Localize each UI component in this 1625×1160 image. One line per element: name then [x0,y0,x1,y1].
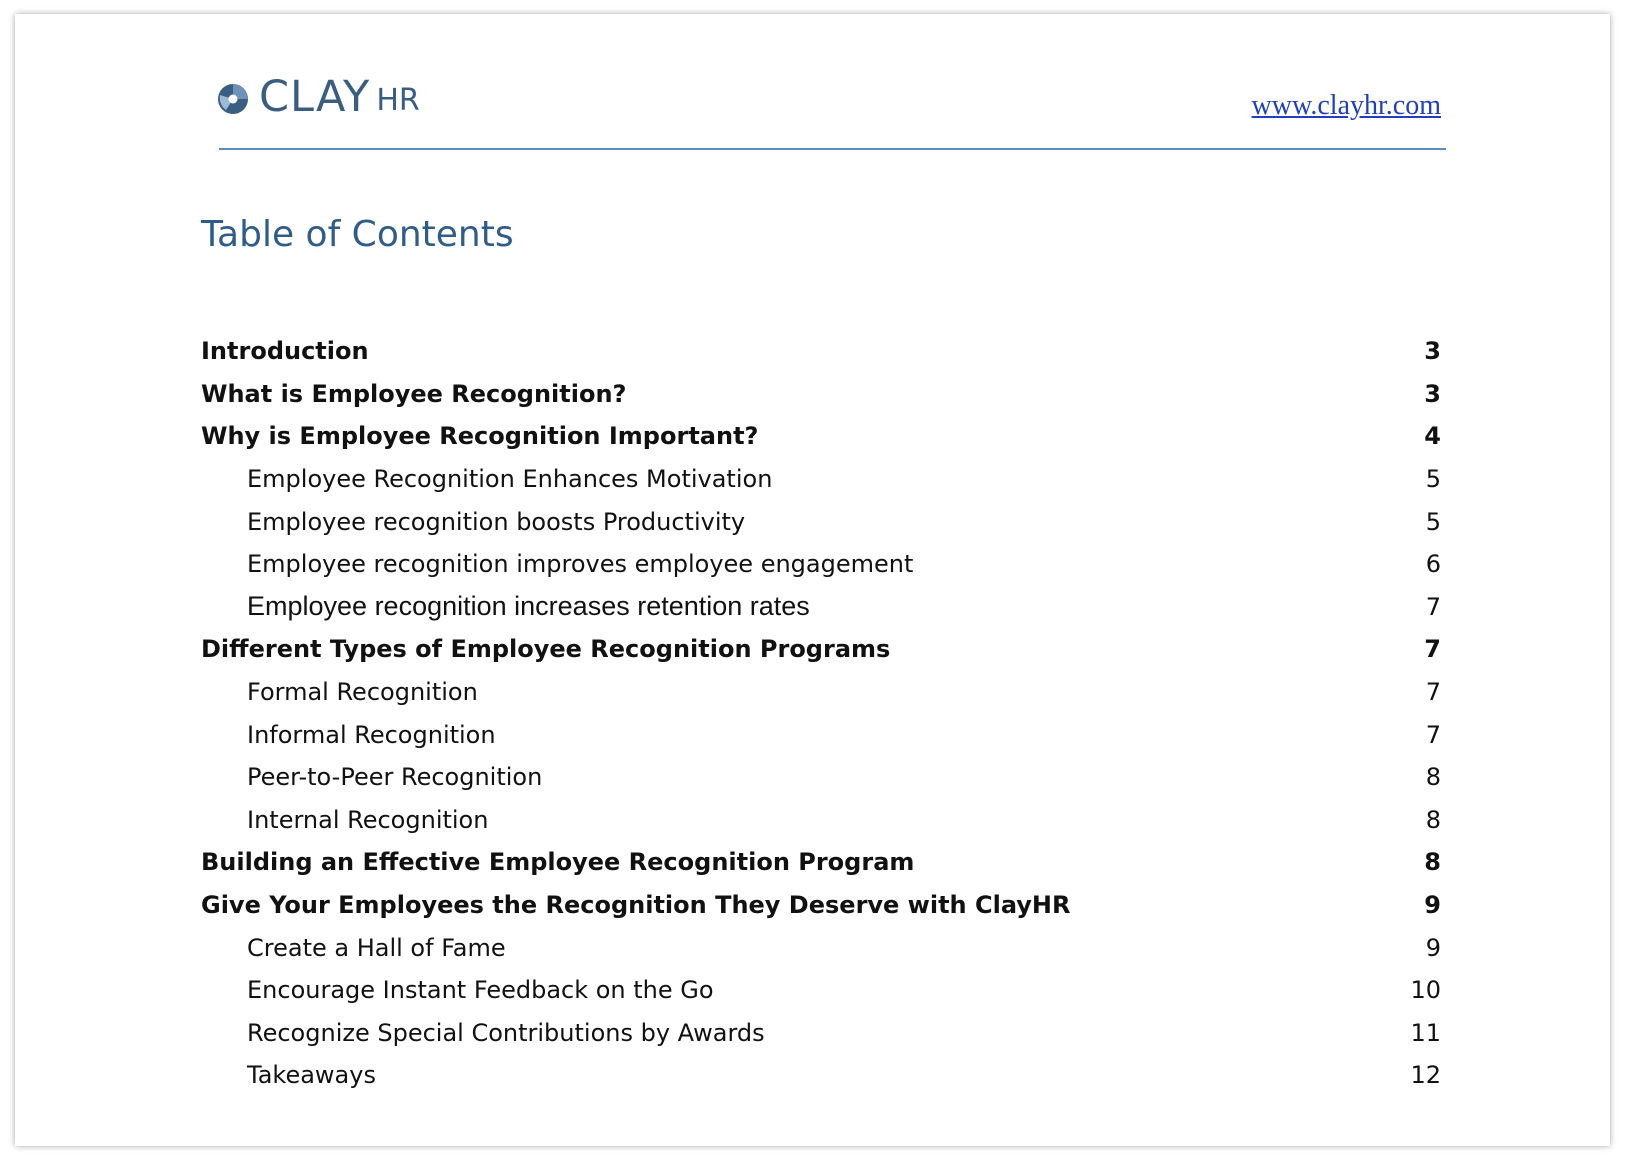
toc-entry-label: Internal Recognition [247,805,489,834]
toc-entry-page-number: 10 [1410,976,1441,1005]
toc-entry-page-number: 7 [1425,678,1441,707]
toc-entry-page-number: 3 [1424,337,1441,366]
toc-entry-label: Create a Hall of Fame [247,933,506,962]
toc-subheading-entry[interactable] [201,1054,1441,1097]
toc-entry-page-number: 8 [1424,848,1441,877]
toc-subheading-entry[interactable] [201,799,1441,842]
toc-subheading-entry[interactable] [201,671,1441,714]
toc-entry-page-number: 7 [1424,635,1441,664]
toc-entry-page-number: 9 [1424,891,1441,920]
toc-subheading-entry[interactable] [201,1012,1441,1055]
clayhr-logo [217,72,420,122]
toc-list [201,330,1441,1097]
toc-entry-label: Employee recognition improves employee engagement [247,550,914,579]
toc-entry-label: Informal Recognition [247,720,496,749]
toc-subheading-entry[interactable] [201,500,1441,543]
logo-text: CLAY [259,72,371,122]
toc-heading-entry[interactable] [201,415,1441,458]
toc-entry-label: Employee recognition increases retention rates [247,591,810,622]
toc-entry-label: Encourage Instant Feedback on the Go [247,976,714,1005]
toc-entry-label: Recognize Special Contributions by Awards [247,1018,765,1047]
toc-entry-label: Introduction [201,337,369,366]
website-link[interactable]: www.clayhr.com [1251,90,1441,121]
toc-entry-label: Different Types of Employee Recognition Programs [201,635,891,664]
toc-entry-label: Peer-to-Peer Recognition [247,763,543,792]
toc-entry-page-number: 9 [1425,933,1441,962]
logo-suffix: HR [376,83,420,118]
toc-heading-entry[interactable] [201,330,1441,373]
toc-entry-label: Building an Effective Employee Recognition Program [201,848,915,877]
header-divider [219,148,1446,150]
toc-subheading-entry[interactable] [201,969,1441,1012]
toc-entry-page-number: 6 [1425,550,1441,579]
toc-subheading-entry[interactable] [201,926,1441,969]
toc-heading-entry[interactable] [201,628,1441,671]
toc-entry-label: Formal Recognition [247,678,478,707]
toc-heading-entry[interactable] [201,373,1441,416]
document-page [15,14,1610,1146]
toc-entry-page-number: 7 [1425,720,1441,749]
toc-entry-label: Give Your Employees the Recognition They Deserve with ClayHR [201,891,1071,920]
toc-entry-page-number: 4 [1424,422,1441,451]
toc-entry-page-number: 8 [1425,763,1441,792]
toc-entry-page-number: 5 [1425,507,1441,536]
toc-subheading-entry[interactable] [201,458,1441,501]
toc-heading-entry[interactable] [201,884,1441,927]
toc-subheading-entry[interactable] [201,713,1441,756]
toc-subheading-entry[interactable] [201,756,1441,799]
toc-entry-page-number: 12 [1410,1061,1441,1090]
toc-entry-page-number: 5 [1425,465,1441,494]
toc-entry-label: Why is Employee Recognition Important? [201,422,759,451]
toc-subheading-entry[interactable] [201,543,1441,586]
toc-entry-page-number: 11 [1410,1018,1441,1047]
toc-heading-entry[interactable] [201,841,1441,884]
clayhr-logo-icon [217,83,249,115]
toc-entry-page-number: 3 [1424,379,1441,408]
toc-entry-page-number: 7 [1425,592,1441,621]
toc-entry-label: What is Employee Recognition? [201,379,627,408]
page-header [205,64,1455,154]
toc-entry-label: Takeaways [247,1061,376,1090]
toc-entry-page-number: 8 [1425,805,1441,834]
toc-entry-label: Employee Recognition Enhances Motivation [247,465,773,494]
toc-title: Table of Contents [201,214,514,255]
toc-subheading-entry[interactable] [201,586,1441,629]
toc-entry-label: Employee recognition boosts Productivity [247,507,746,536]
